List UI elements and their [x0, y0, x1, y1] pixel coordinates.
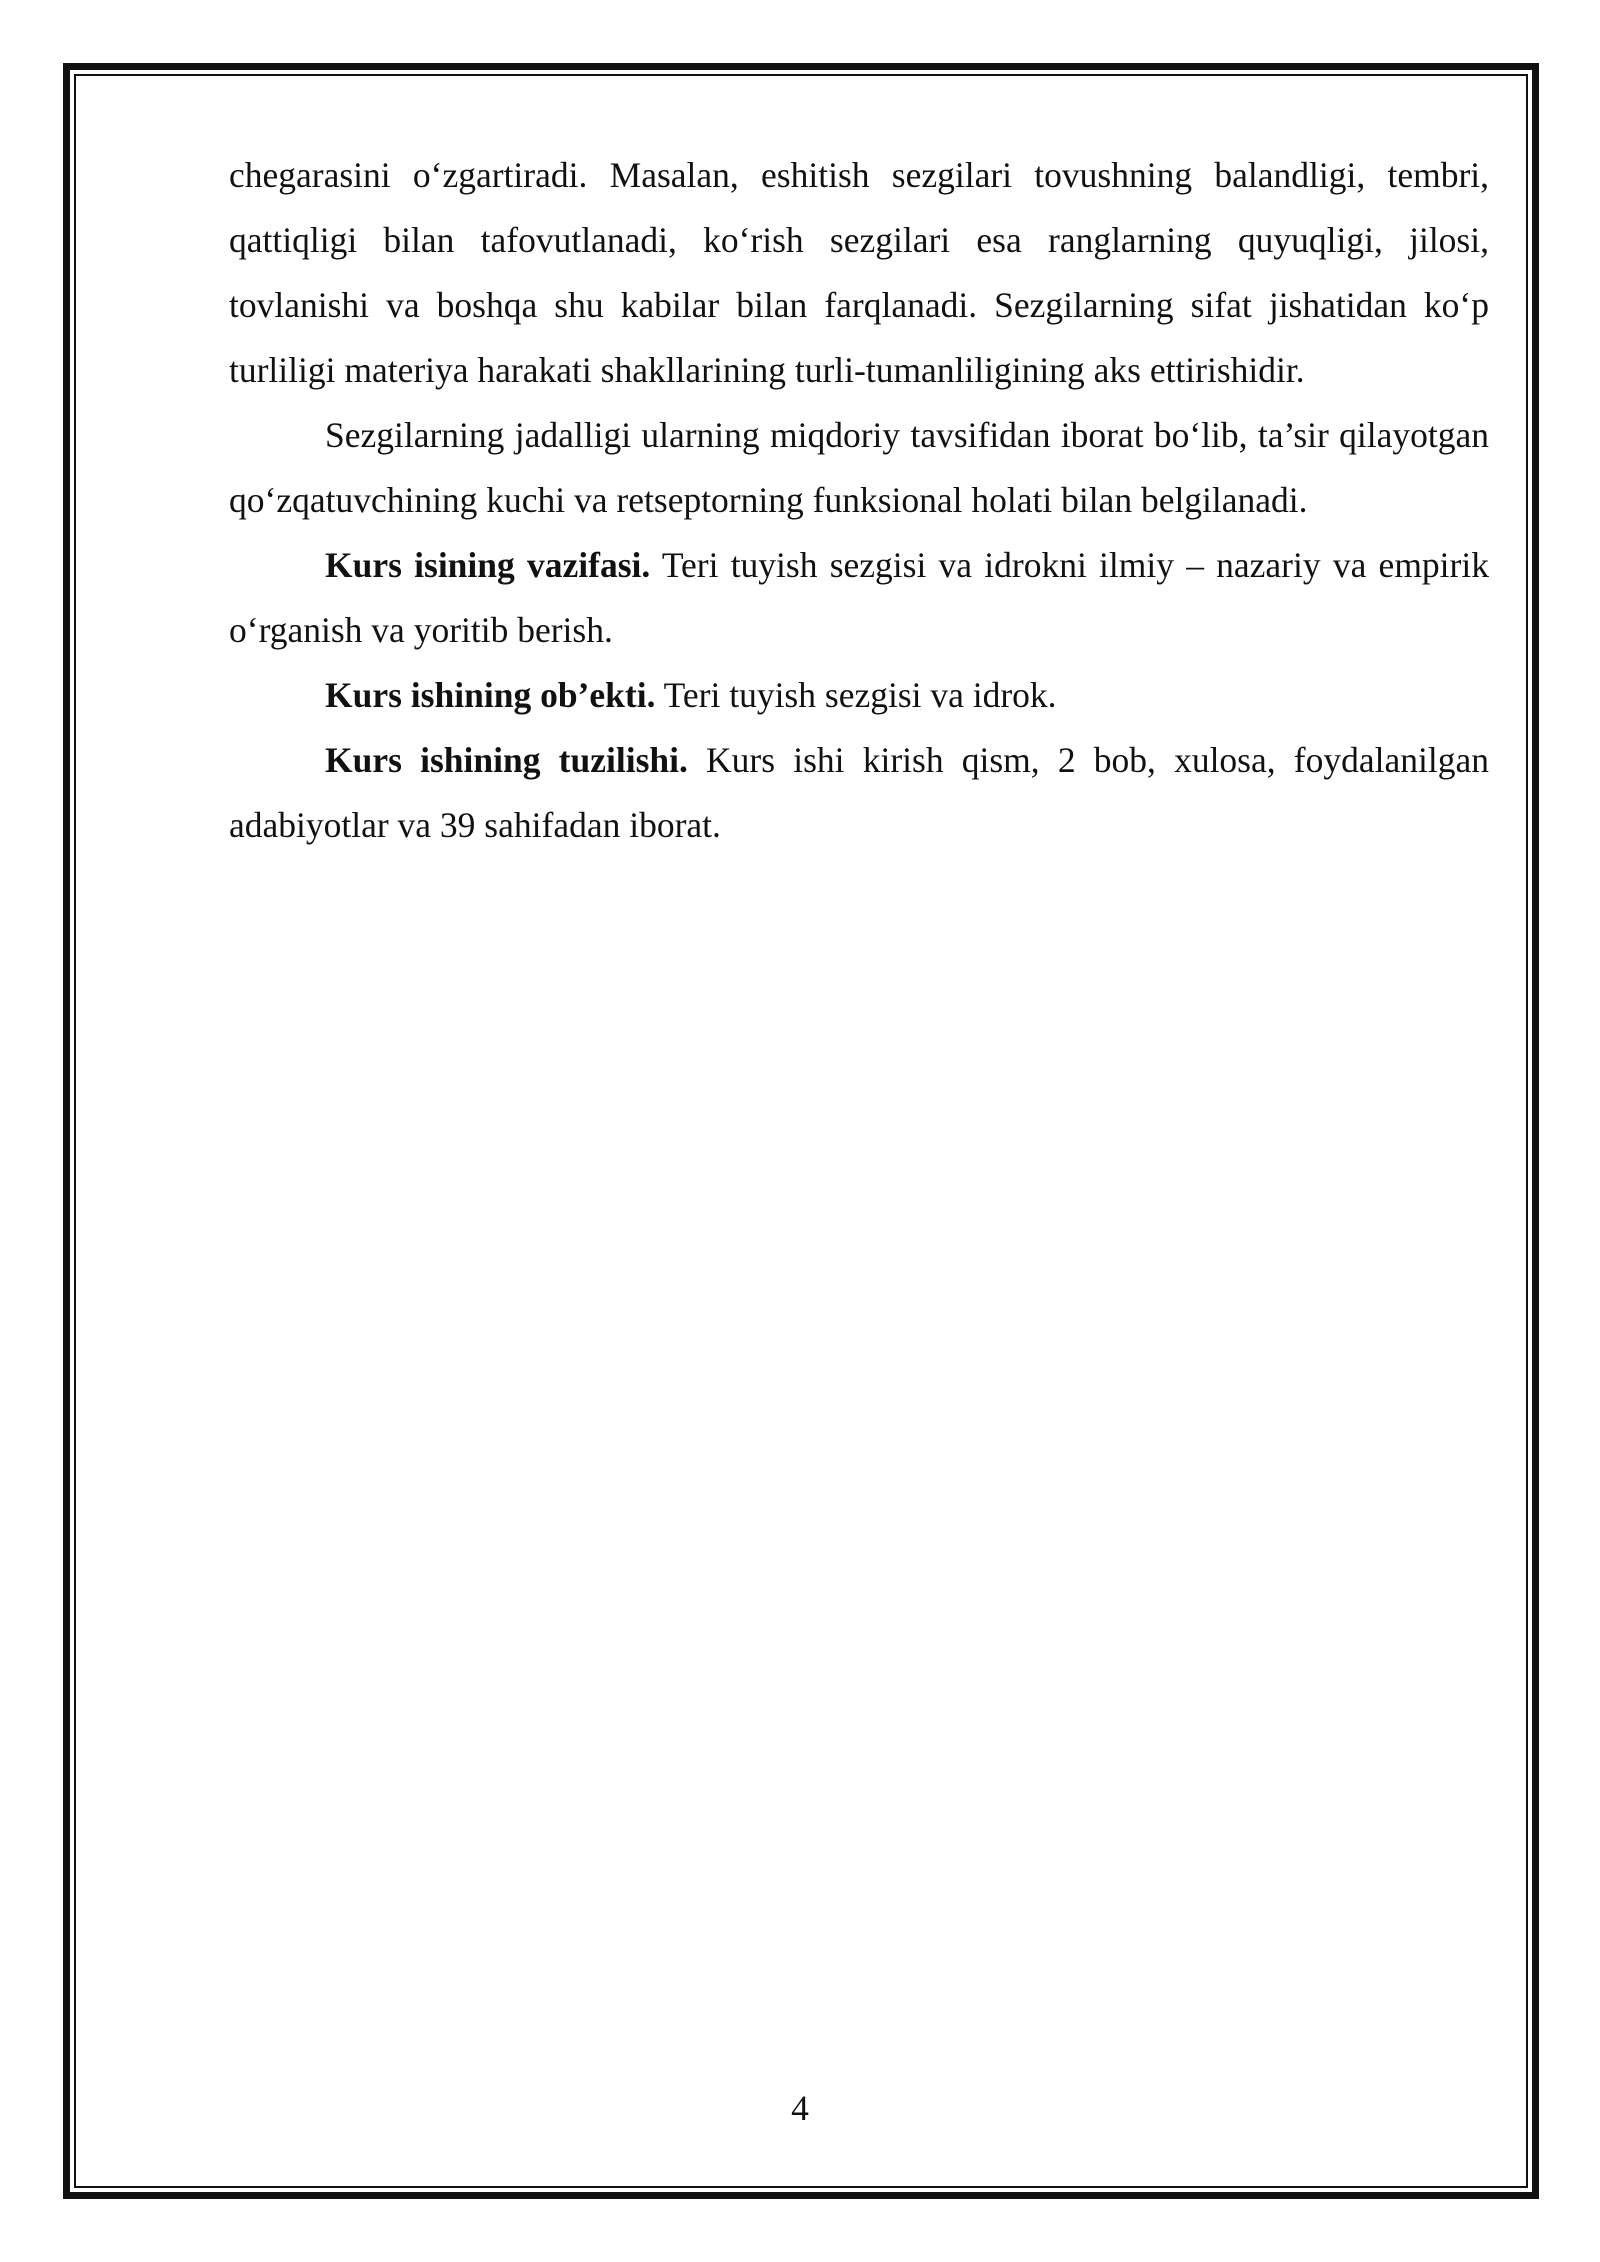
paragraph-text: Sezgilarning jadalligi ularning miqdoriy tavsifidan iborat bo‘lib, ta’sir qilayotgan qo‘zqatuvchining kuchi va retseptorning funksional holati bilan belgilanadi. — [229, 415, 1489, 520]
paragraph-text: Teri tuyish sezgisi va idrokni ilmiy – nazariy va empirik o‘rganish va yoritib berish. — [229, 545, 1489, 650]
paragraph-text: Kurs ishi kirish qism, 2 bob, xulosa, foydalanilgan adabiyotlar va 39 sahifadan iborat. — [229, 740, 1489, 845]
document-body — [229, 143, 1489, 858]
paragraph-heading: Kurs isining vazifasi. — [325, 545, 651, 585]
paragraph-heading: Kurs ishining ob’ekti. — [325, 675, 656, 715]
paragraph-task — [229, 533, 1489, 663]
paragraph-text: chegarasini o‘zgartiradi. Masalan, eshitish sezgilari tovushning balandligi, tembri, qattiqligi bilan tafovutlanadi, ko‘rish sezgilari esa ranglarning quyuqligi, jilosi, tovlanishi va boshqa shu kabilar bilan farqlanadi. Sezgilarning sifat jishatidan ko‘p turliligi materiya harakati shakllarining turli-tumanliligining aks ettirishidir. — [229, 155, 1489, 390]
paragraph-heading: Kurs ishining tuzilishi. — [325, 740, 688, 780]
paragraph-text: Teri tuyish sezgisi va idrok. — [655, 675, 1057, 715]
paragraph-intensity — [229, 403, 1489, 533]
paragraph-structure — [229, 728, 1489, 858]
paragraph-object — [229, 663, 1489, 728]
page-number: 4 — [791, 2088, 809, 2128]
paragraph-continuation — [229, 143, 1489, 403]
